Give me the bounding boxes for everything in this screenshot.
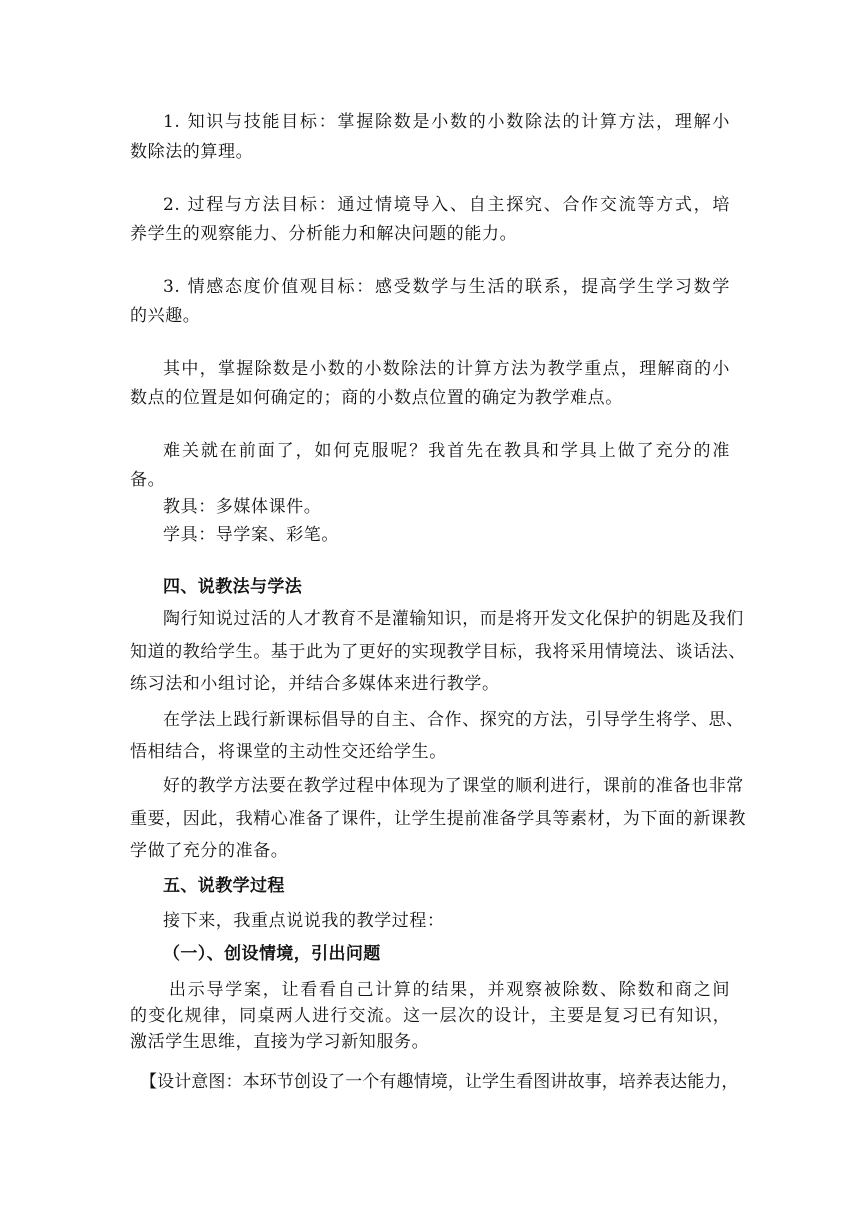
section-5-p1-line-1: 出示导学案，让看看自己计算的结果，并观察被除数、除数和商之间	[169, 980, 730, 1000]
key-points-line-1: 其中，掌握除数是小数的小数除法的计算方法为教学重点，理解商的小	[163, 359, 730, 379]
section-4-p3-line-2: 重要，因此，我精心准备了课件，让学生提前准备学具等素材，为下面的新课教	[130, 809, 746, 829]
section-5-heading: 五、说教学过程	[163, 876, 285, 896]
goal-3-line-1: 3. 情感态度价值观目标：感受数学与生活的联系，提高学生学习数学	[163, 277, 730, 297]
section-5-p1-line-2: 的变化规律，同桌两人进行交流。这一层次的设计，主要是复习已有知识，	[130, 1006, 730, 1026]
section-4-p2-line-1: 在学法上践行新课标倡导的自主、合作、探究的方法，引导学生将学、思、	[163, 710, 744, 730]
goal-2-line-2: 养学生的观察能力、分析能力和解决问题的能力。	[130, 224, 518, 244]
section-4-p3-line-3: 学做了充分的准备。	[130, 841, 289, 861]
section-4-p1-line-3: 练习法和小组讨论，并结合多媒体来进行教学。	[130, 674, 500, 694]
key-points-line-2: 数点的位置是如何确定的；商的小数点位置的确定为教学难点。	[130, 388, 623, 408]
preparation-line-2: 备。	[130, 470, 166, 490]
goal-3-line-2: 的兴趣。	[130, 306, 201, 326]
teaching-aids: 教具：多媒体课件。	[163, 497, 322, 517]
goal-2-line-1: 2. 过程与方法目标：通过情境导入、自主探究、合作交流等方式，培	[163, 195, 730, 215]
preparation-line-1: 难关就在前面了，如何克服呢？我首先在教具和学具上做了充分的准	[163, 441, 730, 461]
section-5-p1-line-3: 激活学生思维，直接为学习新知服务。	[130, 1032, 430, 1052]
section-4-heading: 四、说教法与学法	[163, 577, 303, 597]
section-5-intro: 接下来，我重点说说我的教学过程：	[163, 911, 445, 931]
section-4-p1-line-2: 知道的教给学生。基于此为了更好的实现教学目标，我将采用情境法、谈话法、	[130, 642, 746, 662]
design-intent: 【设计意图：本环节创设了一个有趣情境，让学生看图讲故事，培养表达能力，	[140, 1072, 739, 1092]
goal-1-line-1: 1. 知识与技能目标：掌握除数是小数的小数除法的计算方法，理解小	[163, 112, 730, 132]
goal-1-line-2: 数除法的算理。	[130, 142, 254, 162]
learning-aids: 学具：导学案、彩笔。	[163, 525, 339, 545]
section-4-p2-line-2: 悟相结合，将课堂的主动性交还给学生。	[130, 742, 447, 762]
section-4-p3-line-1: 好的教学方法要在教学过程中体现为了课堂的顺利进行，课前的准备也非常	[163, 776, 744, 796]
section-4-p1-line-1: 陶行知说过活的人才教育不是灌输知识，而是将开发文化保护的钥匙及我们	[163, 609, 744, 629]
section-5-sub-heading: （一）、创设情境，引出问题	[163, 944, 381, 964]
